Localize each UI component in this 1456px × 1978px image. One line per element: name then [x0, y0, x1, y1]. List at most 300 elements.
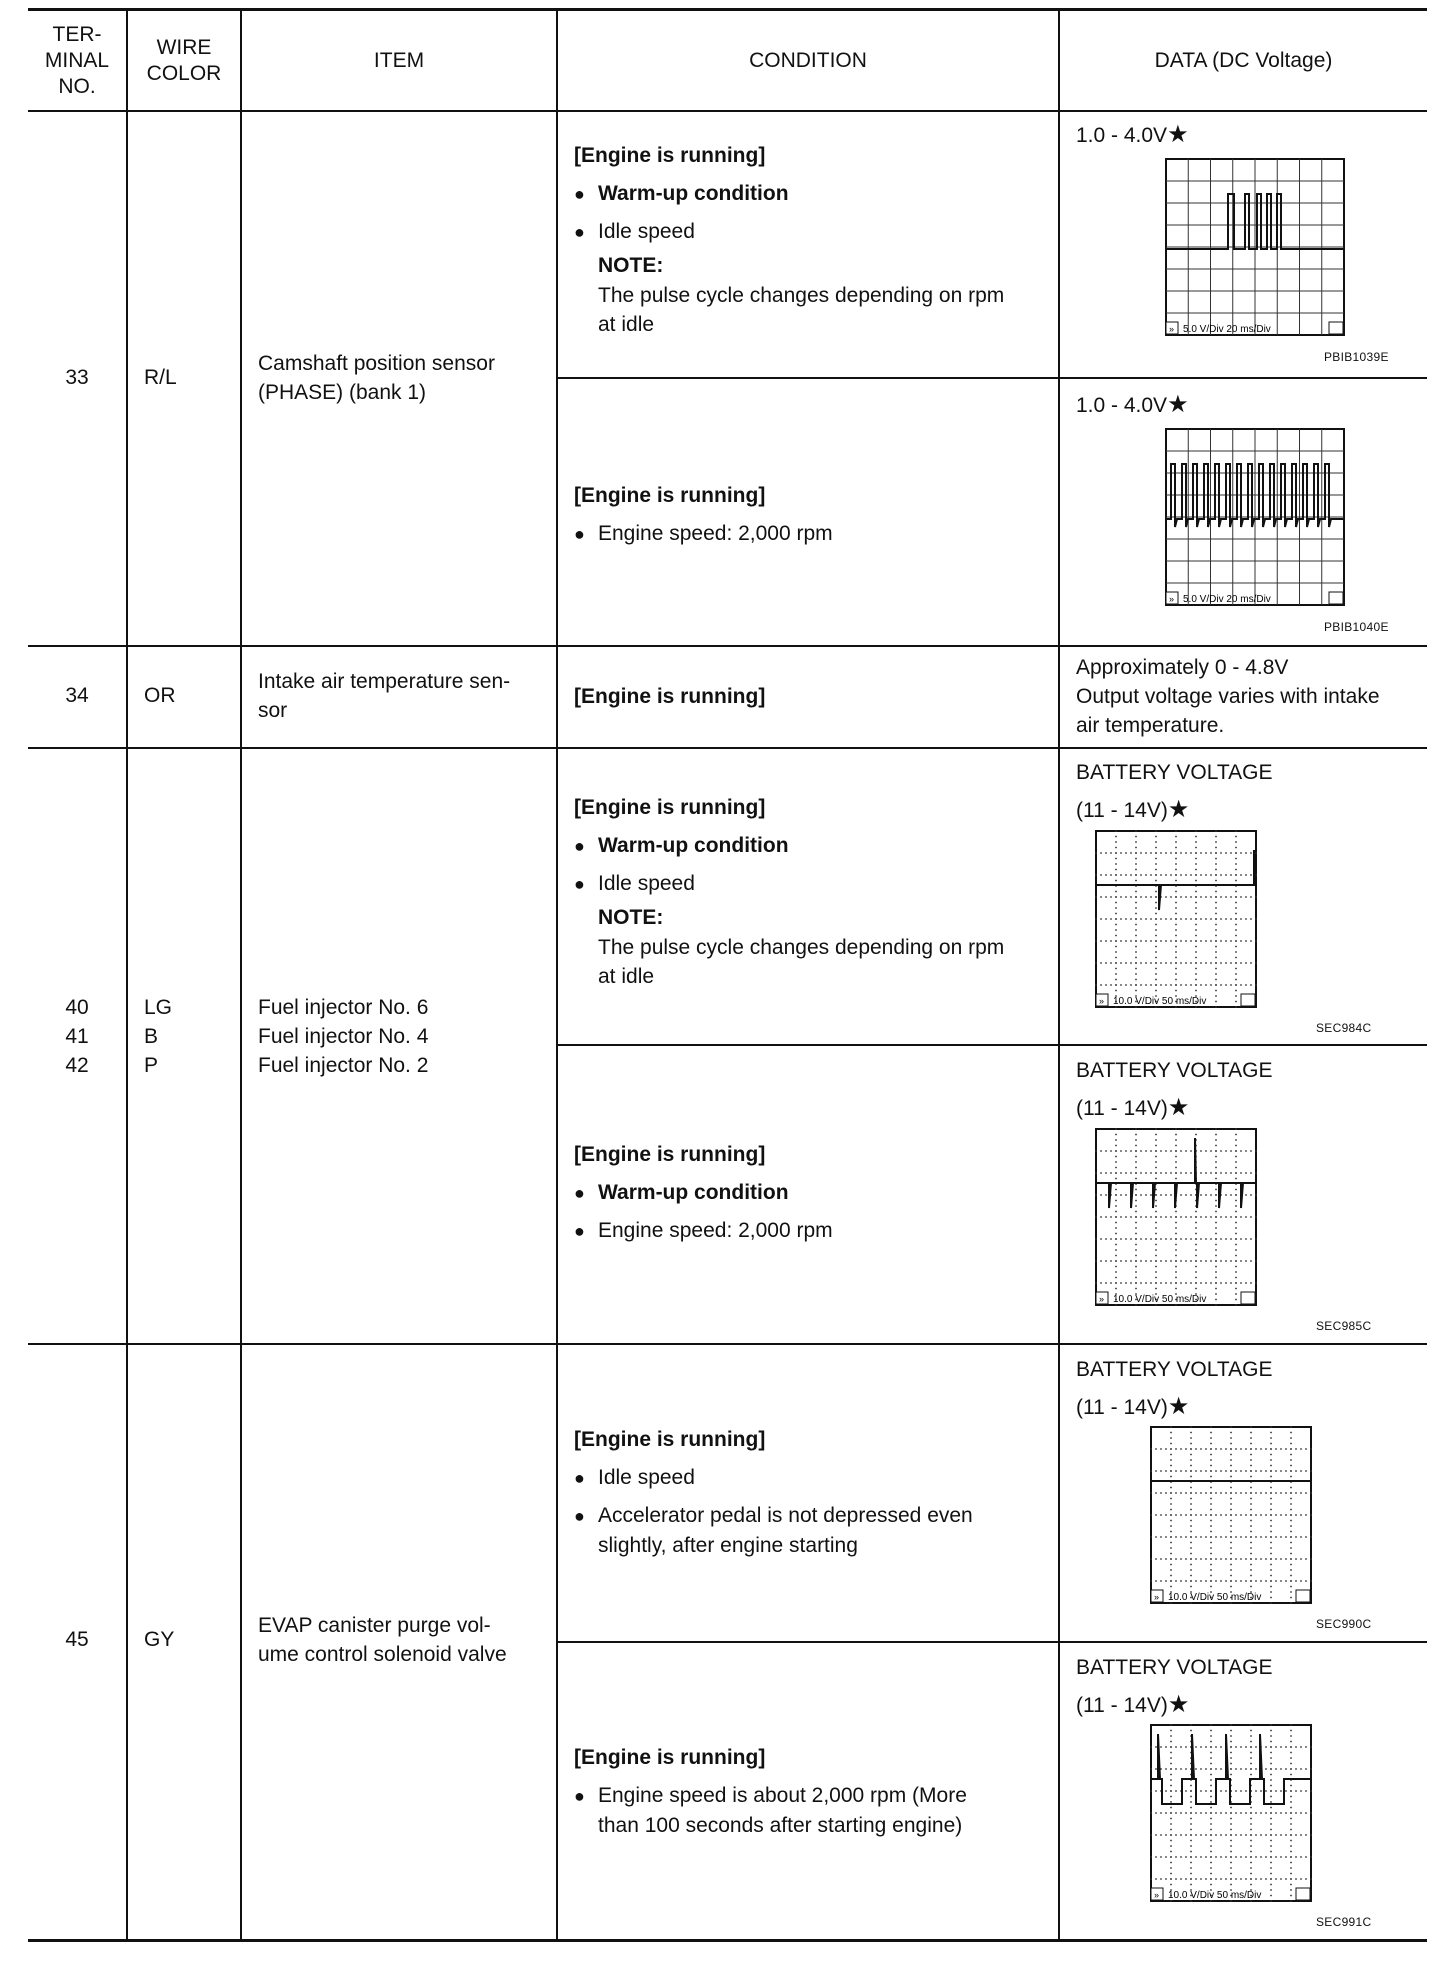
grid-dot: [1225, 918, 1227, 920]
grid-dot: [1230, 1426, 1232, 1428]
grid-dot: [1250, 1763, 1252, 1765]
grid-dot: [1250, 1432, 1252, 1434]
grid-dot: [1115, 1189, 1117, 1191]
grid-dot: [1295, 1470, 1297, 1472]
grid-dot: [1130, 1282, 1132, 1284]
grid-dot: [1195, 902, 1197, 904]
grid-dot: [1125, 984, 1127, 986]
grid-dot: [1115, 1211, 1117, 1213]
grid-dot: [1235, 1222, 1237, 1224]
grid-dot: [1130, 962, 1132, 964]
grid-dot: [1175, 968, 1177, 970]
grid-dot: [1240, 1558, 1242, 1560]
grid-dot: [1195, 1856, 1197, 1858]
grid-dot: [1210, 1448, 1212, 1450]
grid-dot: [1105, 1282, 1107, 1284]
grid-dot: [1110, 984, 1112, 986]
grid-dot: [1290, 1426, 1292, 1428]
grid-dot: [1290, 1558, 1292, 1560]
grid-dot: [1150, 1150, 1152, 1152]
grid-dot: [1290, 1829, 1292, 1831]
grid-dot: [1295, 1812, 1297, 1814]
grid-dot: [1160, 1448, 1162, 1450]
grid-dot: [1145, 984, 1147, 986]
grid-dot: [1110, 874, 1112, 876]
grid-dot: [1170, 1796, 1172, 1798]
grid-dot: [1290, 1724, 1292, 1726]
grid-dot: [1290, 1889, 1292, 1891]
grid-dot: [1215, 847, 1217, 849]
grid-dot: [1145, 874, 1147, 876]
grid-dot: [1250, 1823, 1252, 1825]
grid-dot: [1230, 1862, 1232, 1864]
grid-dot: [1245, 940, 1247, 942]
grid-dot: [1170, 1520, 1172, 1522]
grid-dot: [1250, 1470, 1252, 1472]
grid-dot: [1235, 1834, 1237, 1836]
grid-dot: [1190, 852, 1192, 854]
grid-dot: [1250, 1807, 1252, 1809]
bullet-icon: ●: [574, 1221, 585, 1241]
grid-dot: [1155, 984, 1157, 986]
grid-dot: [1305, 1856, 1307, 1858]
grid-dot: [1095, 984, 1097, 986]
grid-dot: [1100, 1172, 1102, 1174]
grid-dot: [1190, 1867, 1192, 1869]
grid-dot: [1240, 1746, 1242, 1748]
grid-dot: [1135, 1194, 1137, 1196]
grid-dot: [1175, 1178, 1177, 1180]
grid-dot: [1245, 1492, 1247, 1494]
grid-dot: [1185, 1878, 1187, 1880]
grid-dot: [1240, 1448, 1242, 1450]
grid-dot: [1170, 1724, 1172, 1726]
grid-dot: [1160, 1856, 1162, 1858]
grid-dot: [1200, 1216, 1202, 1218]
grid-dot: [1160, 940, 1162, 942]
grid-dot: [1155, 968, 1157, 970]
grid-dot: [1240, 1492, 1242, 1494]
grid-dot: [1170, 1580, 1172, 1582]
grid-dot: [1220, 1150, 1222, 1152]
grid-dot: [1235, 896, 1237, 898]
grid-dot: [1155, 1260, 1157, 1262]
grid-dot: [1135, 1189, 1137, 1191]
grid-dot: [1200, 1746, 1202, 1748]
grid-dot: [1155, 1156, 1157, 1158]
grid-dot: [1235, 1161, 1237, 1163]
grid-dot: [1210, 1785, 1212, 1787]
grid-dot: [1220, 1878, 1222, 1880]
grid-dot: [1150, 1514, 1152, 1516]
grid-dot: [1255, 1536, 1257, 1538]
grid-dot: [1190, 1564, 1192, 1566]
grid-dot: [1155, 1834, 1157, 1836]
scope-trigger-box: [1296, 1888, 1310, 1900]
grid-dot: [1215, 1514, 1217, 1516]
grid-dot: [1185, 1216, 1187, 1218]
grid-dot: [1125, 1150, 1127, 1152]
grid-dot: [1275, 1580, 1277, 1582]
grid-dot: [1115, 1150, 1117, 1152]
grid-dot: [1290, 1602, 1292, 1604]
grid-dot: [1310, 1790, 1312, 1792]
grid-dot: [1215, 1558, 1217, 1560]
grid-dot: [1140, 984, 1142, 986]
grid-dot: [1195, 951, 1197, 953]
grid-dot: [1150, 852, 1152, 854]
grid-dot: [1105, 852, 1107, 854]
grid-dot: [1125, 962, 1127, 964]
grid-dot: [1230, 1730, 1232, 1732]
grid-dot: [1235, 1293, 1237, 1295]
bullet-icon: ●: [574, 1468, 585, 1488]
grid-dot: [1190, 1812, 1192, 1814]
grid-dot: [1215, 896, 1217, 898]
grid-dot: [1170, 1851, 1172, 1853]
grid-dot: [1175, 913, 1177, 915]
grid-dot: [1240, 874, 1242, 876]
grid-dot: [1255, 1790, 1257, 1792]
grid-dot: [1250, 1531, 1252, 1533]
grid-dot: [1270, 1536, 1272, 1538]
grid-dot: [1235, 1271, 1237, 1273]
grid-dot: [1285, 1746, 1287, 1748]
grid-dot: [1230, 1823, 1232, 1825]
grid-dot: [1115, 1194, 1117, 1196]
grid-dot: [1270, 1443, 1272, 1445]
grid-dot: [1305, 1448, 1307, 1450]
grid-dot: [1245, 1580, 1247, 1582]
grid-dot: [1175, 1216, 1177, 1218]
grid-dot: [1180, 1282, 1182, 1284]
grid-dot: [1230, 1525, 1232, 1527]
grid-dot: [1095, 1260, 1097, 1262]
grid-dot: [1175, 979, 1177, 981]
grid-dot: [1290, 1531, 1292, 1533]
grid-dot: [1135, 863, 1137, 865]
grid-dot: [1150, 1492, 1152, 1494]
grid-dot: [1205, 1768, 1207, 1770]
grid-dot: [1190, 1172, 1192, 1174]
grid-dot: [1235, 1227, 1237, 1229]
grid-dot: [1240, 1536, 1242, 1538]
grid-dot: [1235, 1211, 1237, 1213]
figure-code: SEC990C: [1316, 1617, 1372, 1631]
grid-dot: [1305, 1580, 1307, 1582]
grid-dot: [1215, 1172, 1217, 1174]
grid-dot: [1260, 1536, 1262, 1538]
grid-dot: [1290, 1564, 1292, 1566]
grid-dot: [1155, 924, 1157, 926]
grid-dot: [1095, 1150, 1097, 1152]
grid-dot: [1230, 1437, 1232, 1439]
grid-dot: [1230, 1531, 1232, 1533]
grid-dot: [1230, 1498, 1232, 1500]
grid-dot: [1230, 874, 1232, 876]
grid-dot: [1235, 968, 1237, 970]
grid-dot: [1170, 1569, 1172, 1571]
grid-dot: [1180, 874, 1182, 876]
grid-dot: [1165, 1514, 1167, 1516]
grid-dot: [1310, 1492, 1312, 1494]
grid-dot: [1245, 1856, 1247, 1858]
grid-dot: [1175, 1514, 1177, 1516]
grid-dot: [1195, 924, 1197, 926]
grid-dot: [1290, 1542, 1292, 1544]
grid-dot: [1215, 858, 1217, 860]
grid-dot: [1270, 1834, 1272, 1836]
grid-dot: [1135, 962, 1137, 964]
star-icon: ★: [1167, 1094, 1190, 1121]
grid-dot: [1135, 841, 1137, 843]
grid-dot: [1215, 1812, 1217, 1814]
grid-dot: [1280, 1536, 1282, 1538]
grid-dot: [1115, 852, 1117, 854]
grid-dot: [1115, 874, 1117, 876]
grid-dot: [1170, 1514, 1172, 1516]
grid-dot: [1215, 1448, 1217, 1450]
grid-dot: [1135, 984, 1137, 986]
grid-dot: [1280, 1448, 1282, 1450]
grid-dot: [1130, 1216, 1132, 1218]
grid-dot: [1200, 1536, 1202, 1538]
grid-dot: [1100, 874, 1102, 876]
grid-dot: [1290, 1465, 1292, 1467]
grid-dot: [1175, 1812, 1177, 1814]
star-icon: ★: [1167, 391, 1189, 418]
grid-dot: [1230, 1487, 1232, 1489]
grid-dot: [1115, 979, 1117, 981]
grid-dot: [1175, 874, 1177, 876]
grid-dot: [1150, 1878, 1152, 1880]
grid-dot: [1290, 1741, 1292, 1743]
grid-dot: [1250, 1553, 1252, 1555]
grid-dot: [1190, 1823, 1192, 1825]
grid-dot: [1150, 874, 1152, 876]
grid-dot: [1290, 1498, 1292, 1500]
grid-dot: [1155, 1470, 1157, 1472]
grid-dot: [1245, 874, 1247, 876]
grid-dot: [1170, 1801, 1172, 1803]
grid-dot: [1155, 1145, 1157, 1147]
grid-dot: [1285, 1834, 1287, 1836]
grid-dot: [1195, 1211, 1197, 1213]
grid-dot: [1175, 896, 1177, 898]
grid-dot: [1150, 1470, 1152, 1472]
grid-dot: [1305, 1514, 1307, 1516]
grid-dot: [1270, 1580, 1272, 1582]
grid-dot: [1260, 1856, 1262, 1858]
grid-dot: [1110, 1238, 1112, 1240]
grid-dot: [1255, 1492, 1257, 1494]
grid-dot: [1115, 1172, 1117, 1174]
grid-dot: [1210, 1503, 1212, 1505]
grid-dot: [1170, 1498, 1172, 1500]
scope-trigger-box: [1241, 1292, 1255, 1304]
grid-dot: [1250, 1514, 1252, 1516]
grid-dot: [1160, 1260, 1162, 1262]
grid-dot: [1290, 1569, 1292, 1571]
oscilloscope-waveform: [1095, 830, 1259, 1010]
grid-dot: [1210, 1476, 1212, 1478]
terminal-no: 45: [65, 1628, 89, 1651]
grid-dot: [1250, 918, 1252, 920]
header-terminal-no: TER- MINAL NO.: [44, 22, 110, 98]
grid-dot: [1210, 1558, 1212, 1560]
grid-dot: [1250, 1569, 1252, 1571]
grid-dot: [1155, 858, 1157, 860]
grid-dot: [1225, 1448, 1227, 1450]
grid-dot: [1195, 1580, 1197, 1582]
grid-dot: [1285, 1812, 1287, 1814]
grid-dot: [1195, 1271, 1197, 1273]
grid-dot: [1215, 935, 1217, 937]
grid-dot: [1215, 1299, 1217, 1301]
grid-dot: [1180, 1856, 1182, 1858]
grid-dot: [1230, 1724, 1232, 1726]
grid-dot: [1155, 918, 1157, 920]
grid-dot: [1155, 1448, 1157, 1450]
grid-dot: [1300, 1580, 1302, 1582]
grid-dot: [1290, 1845, 1292, 1847]
grid-dot: [1210, 1487, 1212, 1489]
grid-dot: [1290, 1862, 1292, 1864]
grid-dot: [1215, 1856, 1217, 1858]
grid-dot: [1160, 874, 1162, 876]
grid-dot: [1210, 1238, 1212, 1240]
grid-dot: [1235, 830, 1237, 832]
grid-dot: [1270, 1746, 1272, 1748]
grid-dot: [1290, 1823, 1292, 1825]
grid-dot: [1190, 1525, 1192, 1527]
grid-dot: [1115, 1244, 1117, 1246]
grid-dot: [1240, 962, 1242, 964]
grid-dot: [1210, 1172, 1212, 1174]
grid-dot: [1120, 984, 1122, 986]
grid-dot: [1290, 1785, 1292, 1787]
grid-dot: [1195, 1249, 1197, 1251]
grid-dot: [1215, 984, 1217, 986]
grid-dot: [1185, 1768, 1187, 1770]
grid-dot: [1195, 918, 1197, 920]
grid-dot: [1215, 1216, 1217, 1218]
grid-dot: [1270, 1796, 1272, 1798]
grid-dot: [1250, 1586, 1252, 1588]
grid-dot: [1215, 1878, 1217, 1880]
grid-dot: [1100, 1238, 1102, 1240]
grid-dot: [1095, 1216, 1097, 1218]
grid-dot: [1250, 1558, 1252, 1560]
grid-dot: [1250, 1437, 1252, 1439]
grid-dot: [1255, 1194, 1257, 1196]
grid-dot: [1175, 935, 1177, 937]
grid-dot: [1190, 1785, 1192, 1787]
grid-dot: [1230, 896, 1232, 898]
grid-dot: [1285, 1558, 1287, 1560]
grid-dot: [1195, 1288, 1197, 1290]
grid-dot: [1290, 1763, 1292, 1765]
grid-dot: [1290, 1900, 1292, 1902]
grid-dot: [1155, 896, 1157, 898]
grid-dot: [1235, 935, 1237, 937]
grid-dot: [1190, 1862, 1192, 1864]
grid-dot: [1170, 1558, 1172, 1560]
grid-dot: [1135, 1167, 1137, 1169]
grid-dot: [1210, 1437, 1212, 1439]
grid-dot: [1300, 1812, 1302, 1814]
grid-dot: [1115, 880, 1117, 882]
grid-dot: [1230, 1867, 1232, 1869]
grid-dot: [1225, 1514, 1227, 1516]
grid-dot: [1270, 1503, 1272, 1505]
grid-dot: [1150, 1558, 1152, 1560]
grid-dot: [1125, 1260, 1127, 1262]
grid-dot: [1175, 836, 1177, 838]
grid-dot: [1230, 1509, 1232, 1511]
grid-dot: [1155, 869, 1157, 871]
grid-dot: [1155, 1277, 1157, 1279]
grid-dot: [1190, 1454, 1192, 1456]
grid-dot: [1240, 1878, 1242, 1880]
grid-dot: [1270, 1465, 1272, 1467]
grid-dot: [1170, 874, 1172, 876]
grid-dot: [1205, 1492, 1207, 1494]
grid-dot: [1240, 1790, 1242, 1792]
scope-arrow-icon: »: [1099, 996, 1105, 1006]
grid-dot: [1250, 1238, 1252, 1240]
grid-dot: [1210, 1569, 1212, 1571]
grid-dot: [1250, 1536, 1252, 1538]
grid-dot: [1230, 1763, 1232, 1765]
grid-dot: [1245, 1514, 1247, 1516]
grid-dot: [1175, 1856, 1177, 1858]
grid-dot: [1250, 1150, 1252, 1152]
grid-dot: [1190, 1150, 1192, 1152]
grid-dot: [1195, 874, 1197, 876]
grid-dot: [1195, 869, 1197, 871]
grid-dot: [1150, 984, 1152, 986]
grid-dot: [1210, 1823, 1212, 1825]
grid-dot: [1145, 1194, 1147, 1196]
grid-dot: [1235, 1768, 1237, 1770]
grid-dot: [1115, 946, 1117, 948]
grid-dot: [1145, 896, 1147, 898]
grid-dot: [1110, 852, 1112, 854]
grid-dot: [1190, 1492, 1192, 1494]
grid-dot: [1245, 1282, 1247, 1284]
grid-dot: [1185, 1580, 1187, 1582]
grid-dot: [1230, 984, 1232, 986]
grid-dot: [1265, 1536, 1267, 1538]
grid-dot: [1215, 1161, 1217, 1163]
grid-dot: [1160, 1834, 1162, 1836]
grid-dot: [1165, 1216, 1167, 1218]
wire-color: GY: [144, 1628, 175, 1651]
grid-dot: [1170, 1465, 1172, 1467]
grid-dot: [1130, 874, 1132, 876]
grid-dot: [1135, 902, 1137, 904]
grid-dot: [1145, 1172, 1147, 1174]
grid-dot: [1135, 913, 1137, 915]
grid-dot: [1280, 1812, 1282, 1814]
grid-dot: [1270, 1531, 1272, 1533]
grid-dot: [1295, 1790, 1297, 1792]
grid-dot: [1170, 1172, 1172, 1174]
grid-dot: [1265, 1812, 1267, 1814]
grid-dot: [1115, 1288, 1117, 1290]
grid-dot: [1290, 1867, 1292, 1869]
